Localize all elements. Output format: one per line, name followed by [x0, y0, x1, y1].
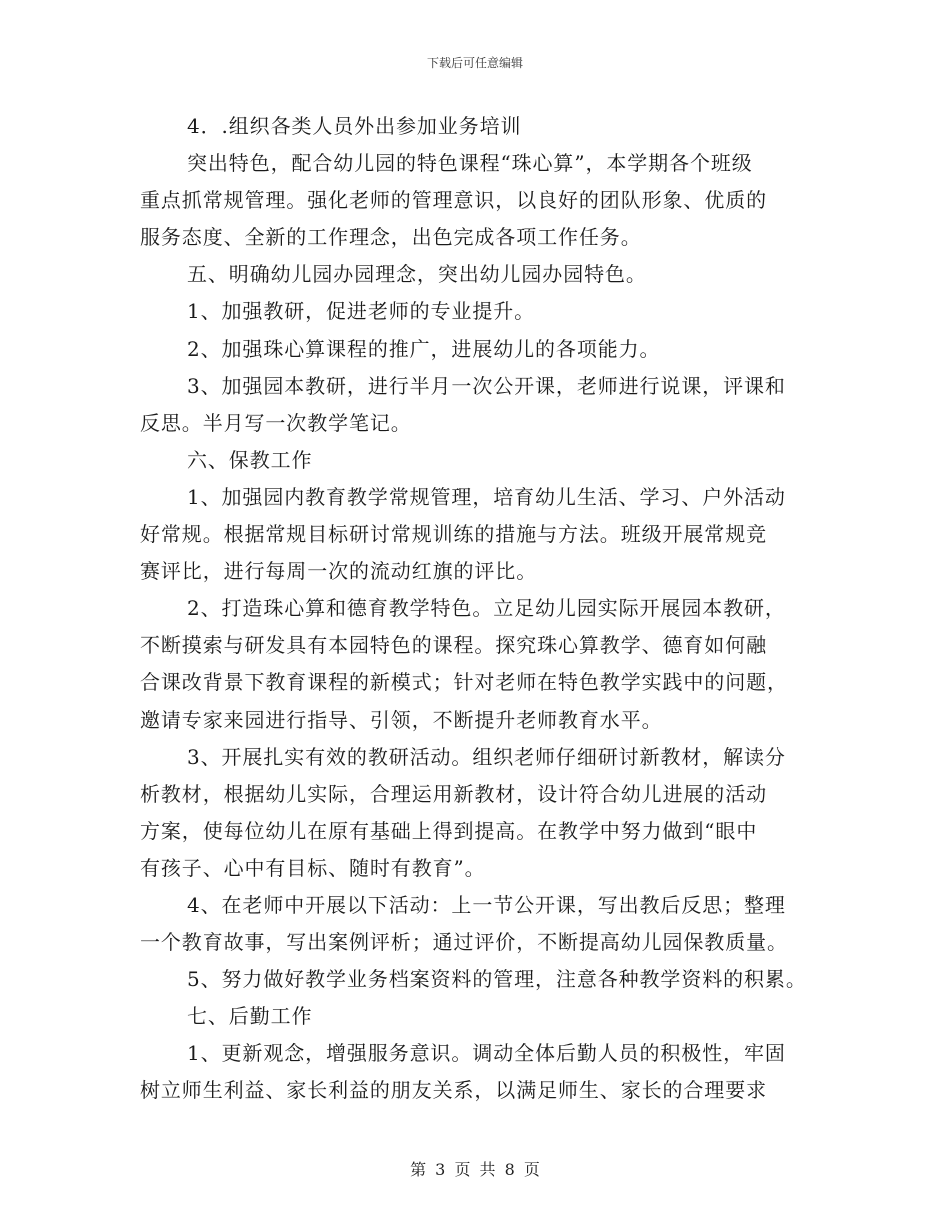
section-heading: 六、保教工作 — [187, 447, 313, 472]
page-number: 第 3 页 共 8 页 — [410, 1160, 540, 1179]
text-line: 突出特色，配合幼儿园的特色课程“珠心算”，本学期各个班级 — [187, 151, 753, 176]
text-line: 赛评比，进行每周一次的流动红旗的评比。 — [140, 559, 538, 584]
text-line: 1、加强教研，促进老师的专业提升。 — [187, 299, 536, 324]
text-line: 重点抓常规管理。强化老师的管理意识，以良好的团队形象、优质的 — [140, 188, 767, 213]
text-line: 1、加强园内教育教学常规管理，培育幼儿生活、学习、户外活动 — [187, 484, 786, 509]
text-line: 2、加强珠心算课程的推广，进展幼儿的各项能力。 — [187, 336, 661, 361]
text-line: 合课改背景下教育课程的新模式；针对老师在特色教学实践中的问题， — [140, 670, 788, 695]
text-line: 2、打造珠心算和德育教学特色。立足幼儿园实际开展园本教研， — [187, 596, 786, 621]
text-line: 一个教育故事，写出案例评析；通过评价，不断提高幼儿园保教质量。 — [140, 930, 788, 955]
text-line: 5、努力做好教学业务档案资料的管理，注意各种教学资料的积累。 — [187, 967, 807, 992]
text-line: 3、加强园本教研，进行半月一次公开课，老师进行说课，评课和 — [187, 373, 786, 398]
document-body — [140, 108, 830, 1110]
text-line: 邀请专家来园进行指导、引领，不断提升老师教育水平。 — [140, 707, 663, 732]
section-heading: 七、后勤工作 — [187, 1004, 313, 1029]
text-line: 方案，使每位幼儿在原有基础上得到提高。在教学中努力做到“眼中 — [140, 818, 758, 843]
text-line: 好常规。根据常规目标研讨常规训练的措施与方法。班级开展常规竞 — [140, 522, 767, 547]
text-line: 反思。半月写一次教学笔记。 — [140, 410, 412, 435]
text-line: 不断摸索与研发具有本园特色的课程。探究珠心算教学、德育如何融 — [140, 633, 767, 658]
text-line: 4、在老师中开展以下活动：上一节公开课，写出教后反思；整理 — [187, 892, 786, 917]
text-line: 有孩子、心中有目标、随时有教育”。 — [140, 855, 486, 880]
text-line: 3、开展扎实有效的教研活动。组织老师仔细研讨新教材，解读分 — [187, 744, 786, 769]
text-line: 树立师生利益、家长利益的朋友关系，以满足师生、家长的合理要求 — [140, 1078, 767, 1103]
text-line: 析教材，根据幼儿实际，合理运用新教材，设计符合幼儿进展的活动 — [140, 781, 767, 806]
text-line: 4．.组织各类人员外出参加业务培训 — [187, 114, 522, 138]
section-heading: 五、明确幼儿园办园理念，突出幼儿园办园特色。 — [187, 262, 647, 287]
text-line: 服务态度、全新的工作理念，出色完成各项工作任务。 — [140, 225, 642, 250]
page-header-note: 下载后可任意编辑 — [426, 56, 523, 70]
text-line: 1、更新观念，增强服务意识。调动全体后勤人员的积极性，牢固 — [187, 1041, 786, 1066]
